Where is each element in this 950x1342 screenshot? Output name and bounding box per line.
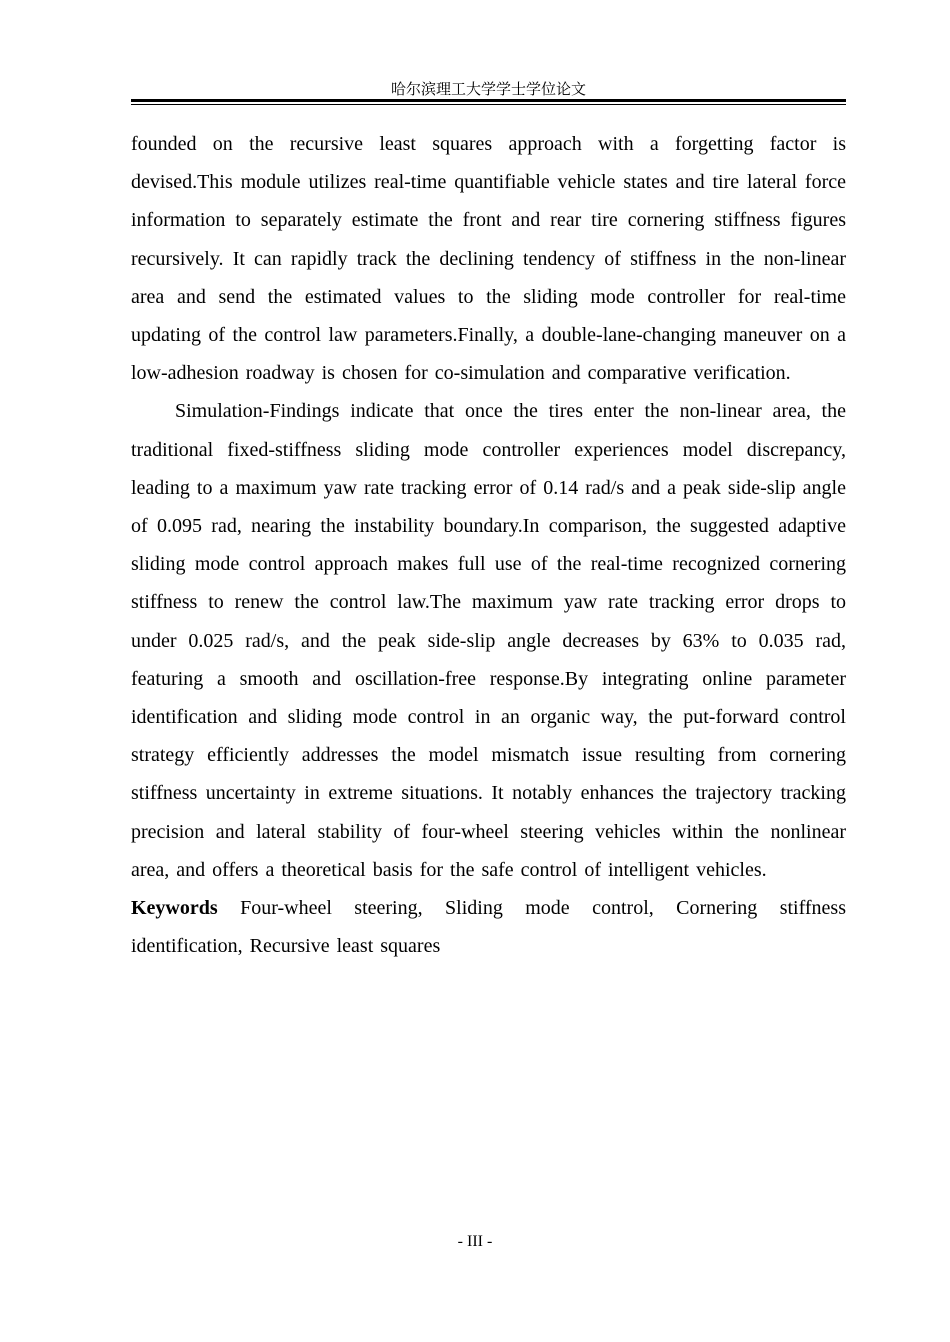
header-rule-thick — [131, 99, 846, 102]
keywords-line — [131, 889, 846, 965]
page-number: - III - — [457, 1233, 493, 1250]
abstract-paragraph-1: founded on the recursive least squares approach with a forgetting factor is devised.This module utilizes real-time quantifiable vehicle states and tire lateral force information to separately estimate the front and rear tire cornering stiffness figures recursively. It can rapidly track the declining tendency of stiffness in the non-linear area and send the estimated values to the sliding mode controller for real-time updating of the control law parameters.Finally, a double-lane-changing maneuver on a low-adhesion roadway is chosen for co-simulation and comparative verification. — [131, 133, 846, 385]
keywords-label: Keywords — [131, 897, 218, 920]
keywords-text: Four-wheel steering, Sliding mode control, Cornering stiffness identification, Recursive least squares — [131, 897, 846, 958]
running-header: 哈尔滨理工大学学士学位论文 — [390, 80, 586, 98]
abstract-body — [131, 125, 846, 965]
header-rule-thin — [131, 104, 846, 105]
abstract-paragraph-2: Simulation-Findings indicate that once the tires enter the non-linear area, the traditional fixed-stiffness sliding mode controller experiences model discrepancy, leading to a maximum yaw rate tracking error of 0.14 rad/s and a peak side-slip angle of 0.095 rad, nearing the instability boundary.In comparison, the suggested adaptive sliding mode control approach makes full use of the real-time recognized cornering stiffness to renew the control law.The maximum yaw rate tracking error drops to under 0.025 rad/s, and the peak side-slip angle decreases by 63% to 0.035 rad, featuring a smooth and oscillation-free response.By integrating online parameter identification and sliding mode control in an organic way, the put-forward control strategy efficiently addresses the model mismatch issue resulting from cornering stiffness uncertainty in extreme situations. It notably enhances the trajectory tracking precision and lateral stability of four-wheel steering vehicles within the nonlinear area, and offers a theoretical basis for the safe control of intelligent vehicles. — [131, 400, 846, 881]
